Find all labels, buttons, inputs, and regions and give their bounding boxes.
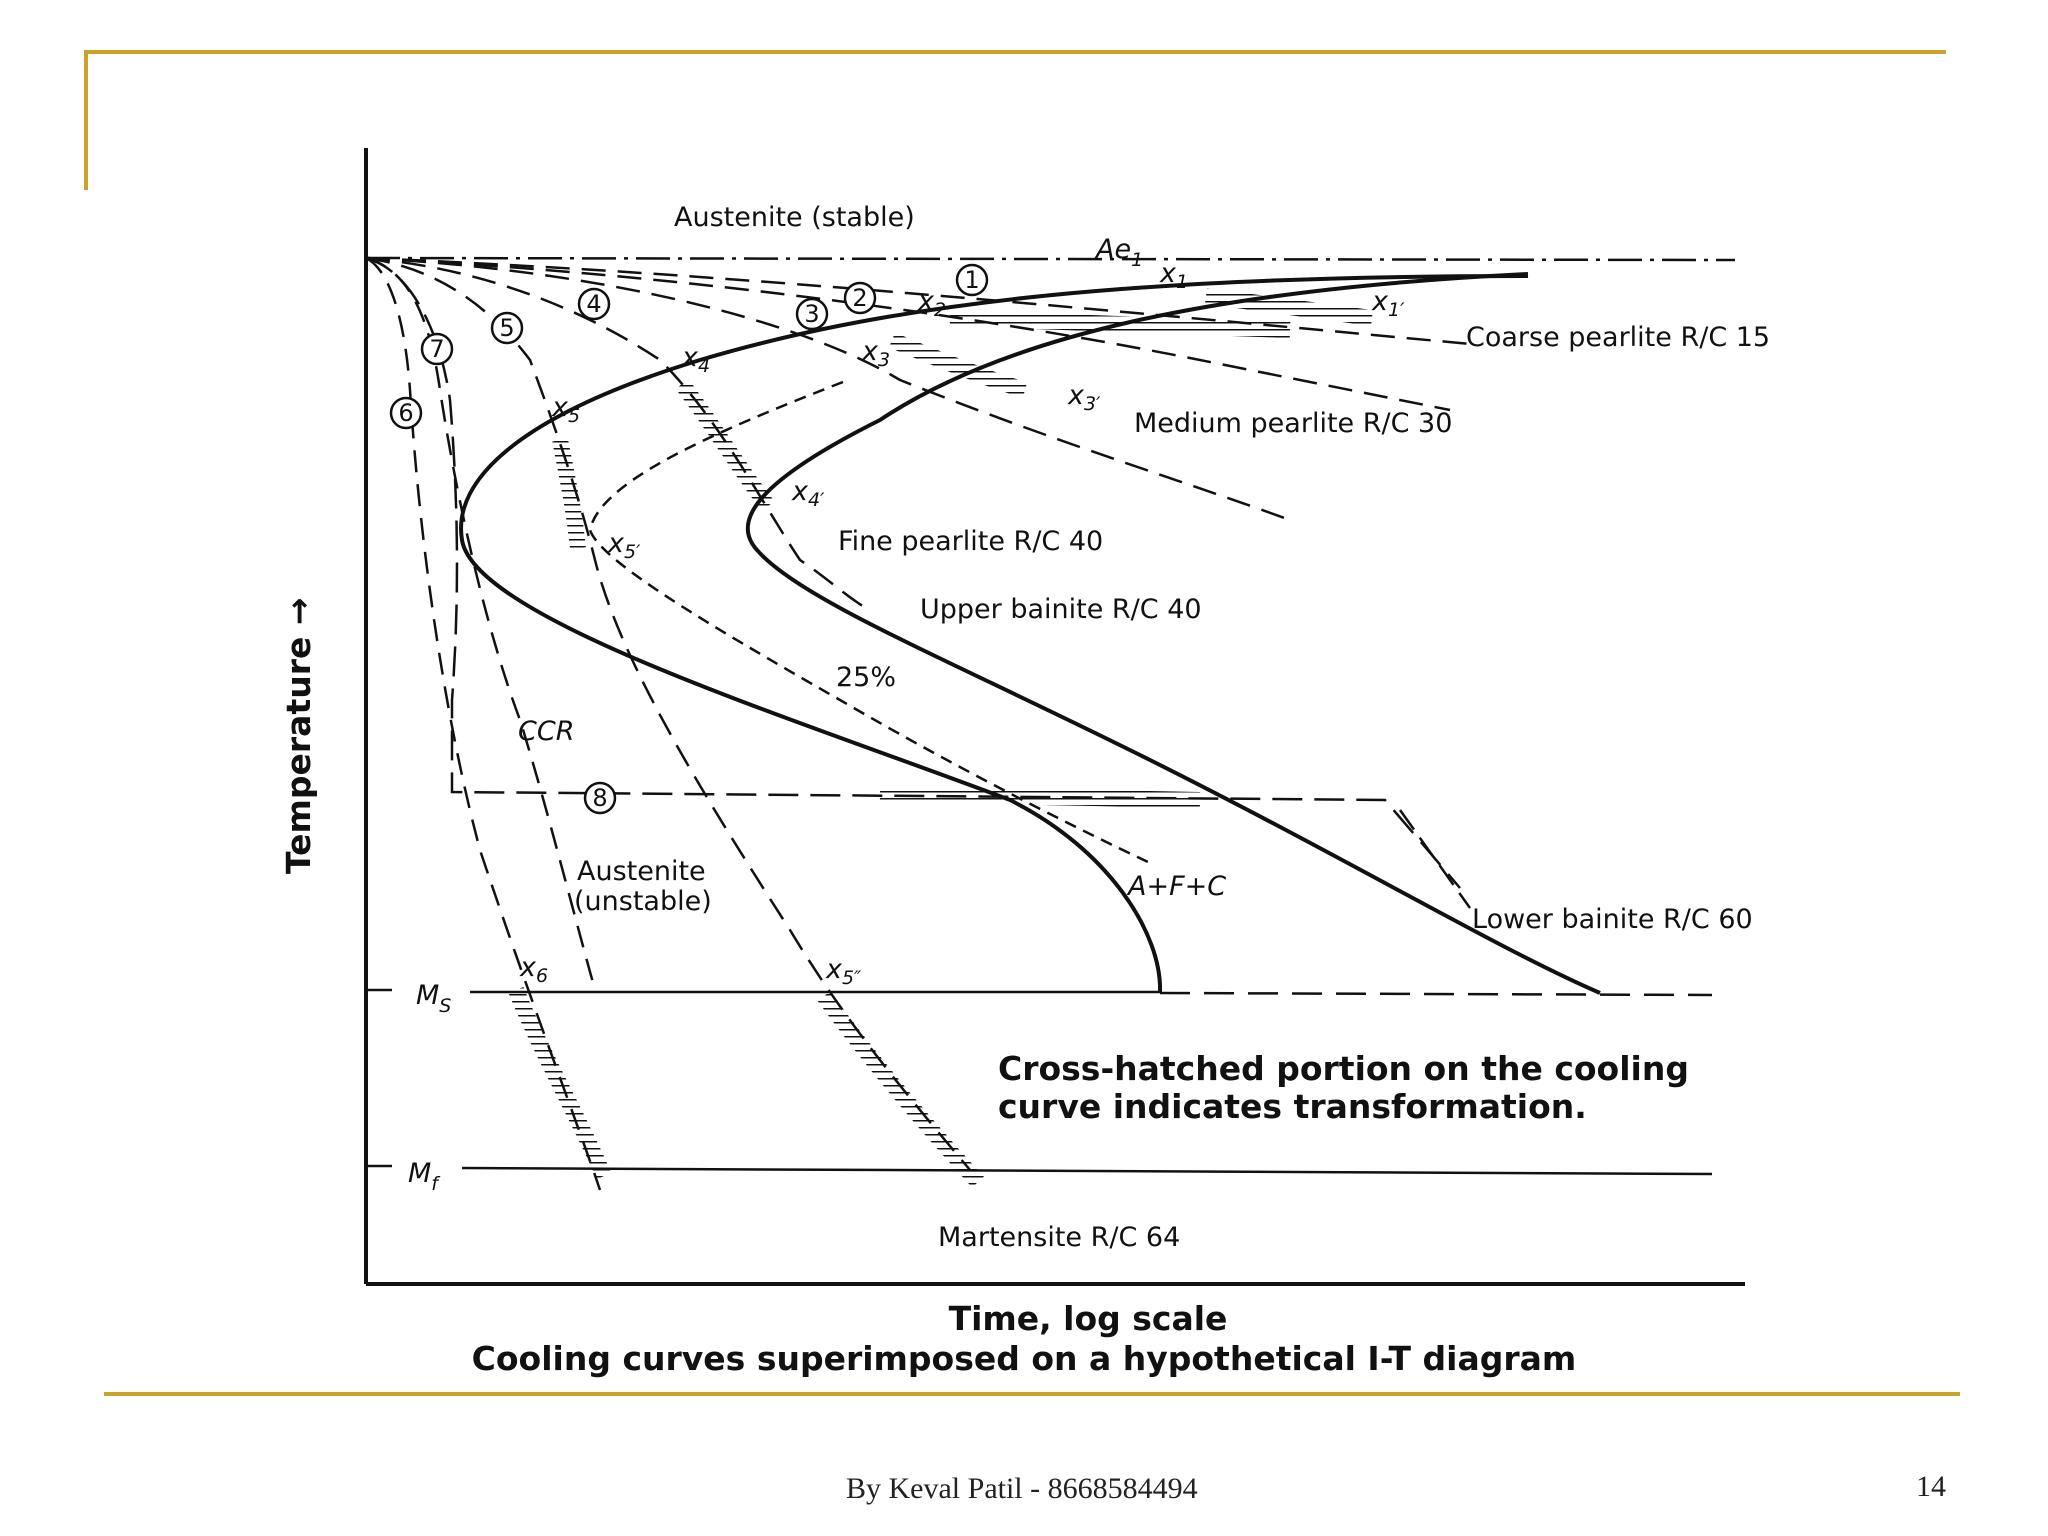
label-ccr: CCR xyxy=(518,716,575,747)
point-x2: $x_2$ xyxy=(918,286,947,321)
label-medium-pearlite: Medium pearlite R/C 30 xyxy=(1134,408,1453,439)
hatch-curve-2 xyxy=(950,318,1290,330)
hatch-curve-1 xyxy=(1206,296,1372,318)
label-fine-pearlite: Fine pearlite R/C 40 xyxy=(838,526,1104,557)
ae1-line xyxy=(366,258,1735,260)
label-martensite: Martensite R/C 64 xyxy=(938,1222,1181,1253)
point-x1-prime: $x_{1'}$ xyxy=(1372,286,1405,321)
label-ms: $M_S$ xyxy=(416,980,452,1017)
svg-text:7: 7 xyxy=(429,335,445,363)
point-x6: $x_6$ xyxy=(520,952,549,987)
svg-text:3: 3 xyxy=(804,300,820,328)
point-x4: $x_4$ xyxy=(682,342,711,377)
label-mf: $M_f$ xyxy=(408,1158,438,1195)
point-x4-prime: $x_{4'}$ xyxy=(792,476,825,511)
svg-text:2: 2 xyxy=(852,284,868,312)
mf-line xyxy=(462,1168,1712,1174)
svg-text:8: 8 xyxy=(592,784,608,812)
hatch-curve-6 xyxy=(516,990,604,1176)
label-austenite-unstable-1: Austenite xyxy=(577,856,706,887)
point-x1: $x_1$ xyxy=(1160,258,1189,293)
diagram-title: Cooling curves superimposed on a hypothetical I-T diagram xyxy=(471,1339,1577,1378)
x-axis-label: Time, log scale xyxy=(948,1299,1228,1338)
y-axis-label: Temperature → xyxy=(279,597,318,874)
curve-number-7 xyxy=(422,334,452,364)
curve-number-3 xyxy=(797,299,827,329)
label-austenite-stable: Austenite (stable) xyxy=(674,202,915,233)
hatch-curve-5 xyxy=(560,440,578,548)
point-x3: $x_3$ xyxy=(862,336,891,371)
label-25-percent: 25% xyxy=(836,662,897,693)
curve-number-2 xyxy=(845,283,875,313)
label-austenite-unstable-2: (unstable) xyxy=(574,886,712,917)
svg-text:6: 6 xyxy=(398,399,414,427)
svg-text:5: 5 xyxy=(499,314,515,342)
note-line-2: curve indicates transformation. xyxy=(998,1087,1587,1126)
label-aff: A+F+C xyxy=(1128,871,1227,902)
curve-number-1 xyxy=(957,265,987,295)
label-ae1: $Ae_1$ xyxy=(1096,234,1144,271)
svg-text:1: 1 xyxy=(964,266,980,294)
note-line-1: Cross-hatched portion on the cooling xyxy=(998,1049,1689,1088)
curve-number-6 xyxy=(391,398,421,428)
label-upper-bainite: Upper bainite R/C 40 xyxy=(920,594,1202,625)
point-x5-prime: $x_{5'}$ xyxy=(608,528,641,563)
label-coarse-pearlite: Coarse pearlite R/C 15 xyxy=(1466,322,1771,353)
cooling-curve-3 xyxy=(366,258,1290,520)
point-x3-prime: $x_{3'}$ xyxy=(1068,380,1101,415)
label-lower-bainite: Lower bainite R/C 60 xyxy=(1472,904,1753,935)
footer-author: By Keval Patil - 8668584494 xyxy=(846,1472,1198,1505)
page-number: 14 xyxy=(1916,1470,1946,1503)
svg-text:4: 4 xyxy=(586,290,602,318)
ms-line-dashed xyxy=(1160,993,1712,995)
hatch-curve-5pp xyxy=(824,996,978,1182)
point-x5: $x_5$ xyxy=(552,392,581,427)
point-x5-double-prime: $x_{5''}$ xyxy=(826,954,862,989)
hatch-curve-8 xyxy=(880,794,1200,800)
curve-number-4 xyxy=(579,289,609,319)
curve-number-5 xyxy=(492,313,522,343)
cooling-curve-5 xyxy=(366,258,970,1170)
curve-number-8 xyxy=(585,783,615,813)
hatch-curve-3 xyxy=(892,340,1025,390)
